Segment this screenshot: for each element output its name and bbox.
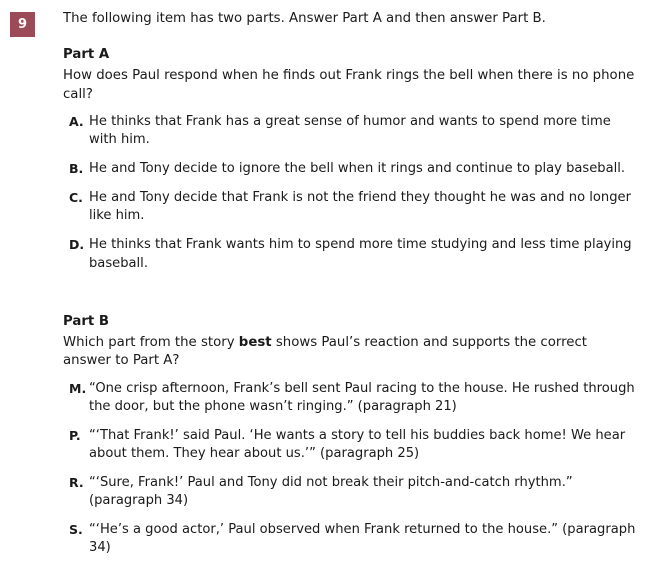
option-b-label: B. xyxy=(69,161,84,177)
option-d[interactable] xyxy=(63,236,637,272)
option-c-text: He and Tony decide that Frank is not the friend they thought he was and no longer like him. xyxy=(89,190,631,224)
part-b-question-emphasis: best xyxy=(238,334,272,350)
part-divider-space xyxy=(63,284,637,295)
option-c[interactable] xyxy=(63,189,637,225)
item-number-badge: 9 xyxy=(10,12,35,37)
part-a-heading: Part A xyxy=(63,46,110,62)
option-p-text: “‘That Frank!’ said Paul. ‘He wants a story to tell his buddies back home! We hear about them. They hear about us.’” (paragraph 25) xyxy=(89,427,626,461)
option-b[interactable] xyxy=(63,160,637,178)
part-b-heading: Part B xyxy=(63,313,110,329)
option-d-text: He thinks that Frank wants him to spend more time studying and less time playing baseball. xyxy=(89,237,632,271)
part-b-question-after: shows Paul’s reaction and supports the correct answer to Part A? xyxy=(63,334,587,369)
option-m-label: M. xyxy=(69,380,87,396)
option-r-label: R. xyxy=(69,475,84,491)
option-p[interactable] xyxy=(63,427,637,463)
option-s[interactable] xyxy=(63,521,637,557)
option-d-label: D. xyxy=(69,237,85,253)
option-c-label: C. xyxy=(69,190,83,206)
option-a-label: A. xyxy=(69,114,84,130)
part-a-question: How does Paul respond when he finds out Frank rings the bell when there is no phone call? xyxy=(63,67,635,102)
option-m-text: “One crisp afternoon, Frank’s bell sent Paul racing to the house. He rushed through the door, but the phone wasn’t ringing.” (paragraph 21) xyxy=(89,380,635,414)
option-p-label: P. xyxy=(69,427,81,443)
item-stem: The following item has two parts. Answer Part A and then answer Part B. xyxy=(63,11,546,26)
option-s-label: S. xyxy=(69,522,83,538)
option-m[interactable] xyxy=(63,380,637,416)
option-a-text: He thinks that Frank has a great sense of humor and wants to spend more time with him. xyxy=(89,114,611,148)
option-r[interactable] xyxy=(63,474,637,510)
option-r-text: “‘Sure, Frank!’ Paul and Tony did not break their pitch-and-catch rhythm.” (paragraph 34) xyxy=(89,475,573,509)
part-b-options xyxy=(63,380,637,558)
option-b-text: He and Tony decide to ignore the bell when it rings and continue to play baseball. xyxy=(89,161,626,177)
part-a-options xyxy=(63,113,637,272)
item-container xyxy=(10,10,643,568)
part-b-question-before: Which part from the story xyxy=(63,334,239,350)
item-content xyxy=(63,10,643,568)
option-a[interactable] xyxy=(63,113,637,149)
option-s-text: “‘He’s a good actor,’ Paul observed when Frank returned to the house.” (paragraph 34) xyxy=(89,522,636,556)
part-b-question xyxy=(63,334,637,371)
